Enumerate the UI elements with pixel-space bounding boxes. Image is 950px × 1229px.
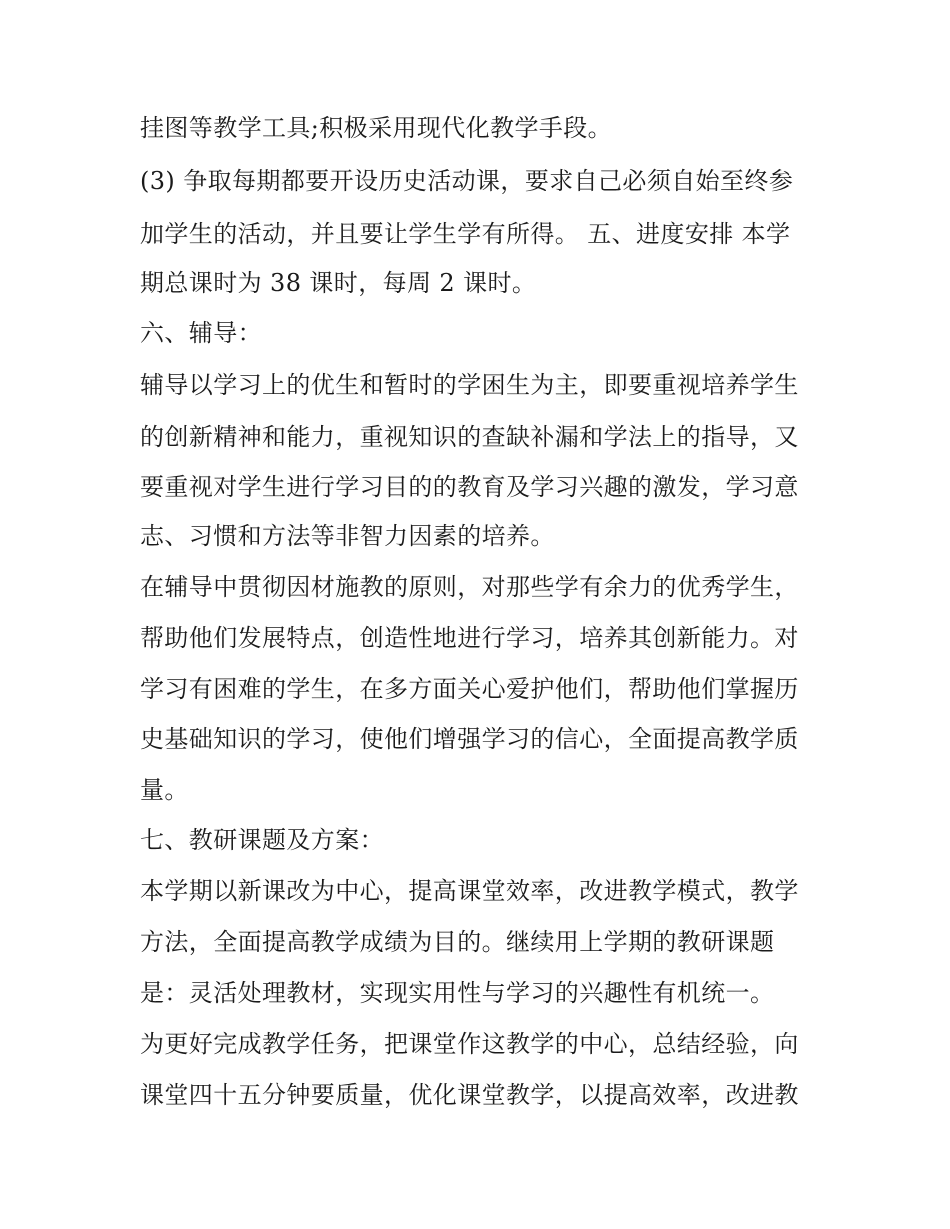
text-line: 的创新精神和能力，重视知识的查缺补漏和学法上的指导，又 (140, 423, 799, 451)
text-line: 期总课时为 38 课时，每周 2 课时。 (140, 269, 537, 297)
text-line: 史基础知识的学习，使他们增强学习的信心，全面提高教学质 (140, 725, 799, 753)
text-line: (3) 争取每期都要开设历史活动课，要求自己必须自始至终参 (140, 167, 794, 195)
text-line: 为更好完成教学任务，把课堂作这教学的中心，总结经验，向 (140, 1030, 799, 1058)
text-line: 本学期以新课改为中心，提高课堂效率，改进教学模式，教学 (140, 877, 799, 905)
text-line: 挂图等教学工具;积极采用现代化教学手段。 (140, 114, 613, 142)
text-line: 加学生的活动，并且要让学生学有所得。 五、进度安排 本学 (140, 220, 791, 248)
text-line: 是：灵活处理教材，实现实用性与学习的兴趣性有机统一。 (140, 979, 775, 1007)
text-line: 在辅导中贯彻因材施教的原则，对那些学有余力的优秀学生， (140, 573, 799, 601)
text-line: 志、习惯和方法等非智力因素的培养。 (140, 522, 555, 550)
text-line: 量。 (140, 776, 189, 804)
text-line: 学习有困难的学生，在多方面关心爱护他们，帮助他们掌握历 (140, 675, 799, 703)
text-line: 课堂四十五分钟要质量，优化课堂教学，以提高效率，改进教 (140, 1081, 799, 1109)
text-line: 方法，全面提高教学成绩为目的。继续用上学期的教研课题 (140, 928, 775, 956)
text-line: 辅导以学习上的优生和暂时的学困生为主，即要重视培养学生 (140, 371, 799, 399)
section-heading: 六、辅导： (140, 319, 262, 347)
text-line: 要重视对学生进行学习目的的教育及学习兴趣的激发，学习意 (140, 473, 799, 501)
section-heading: 七、教研课题及方案： (140, 826, 384, 854)
text-line: 帮助他们发展特点，创造性地进行学习，培养其创新能力。对 (140, 624, 799, 652)
